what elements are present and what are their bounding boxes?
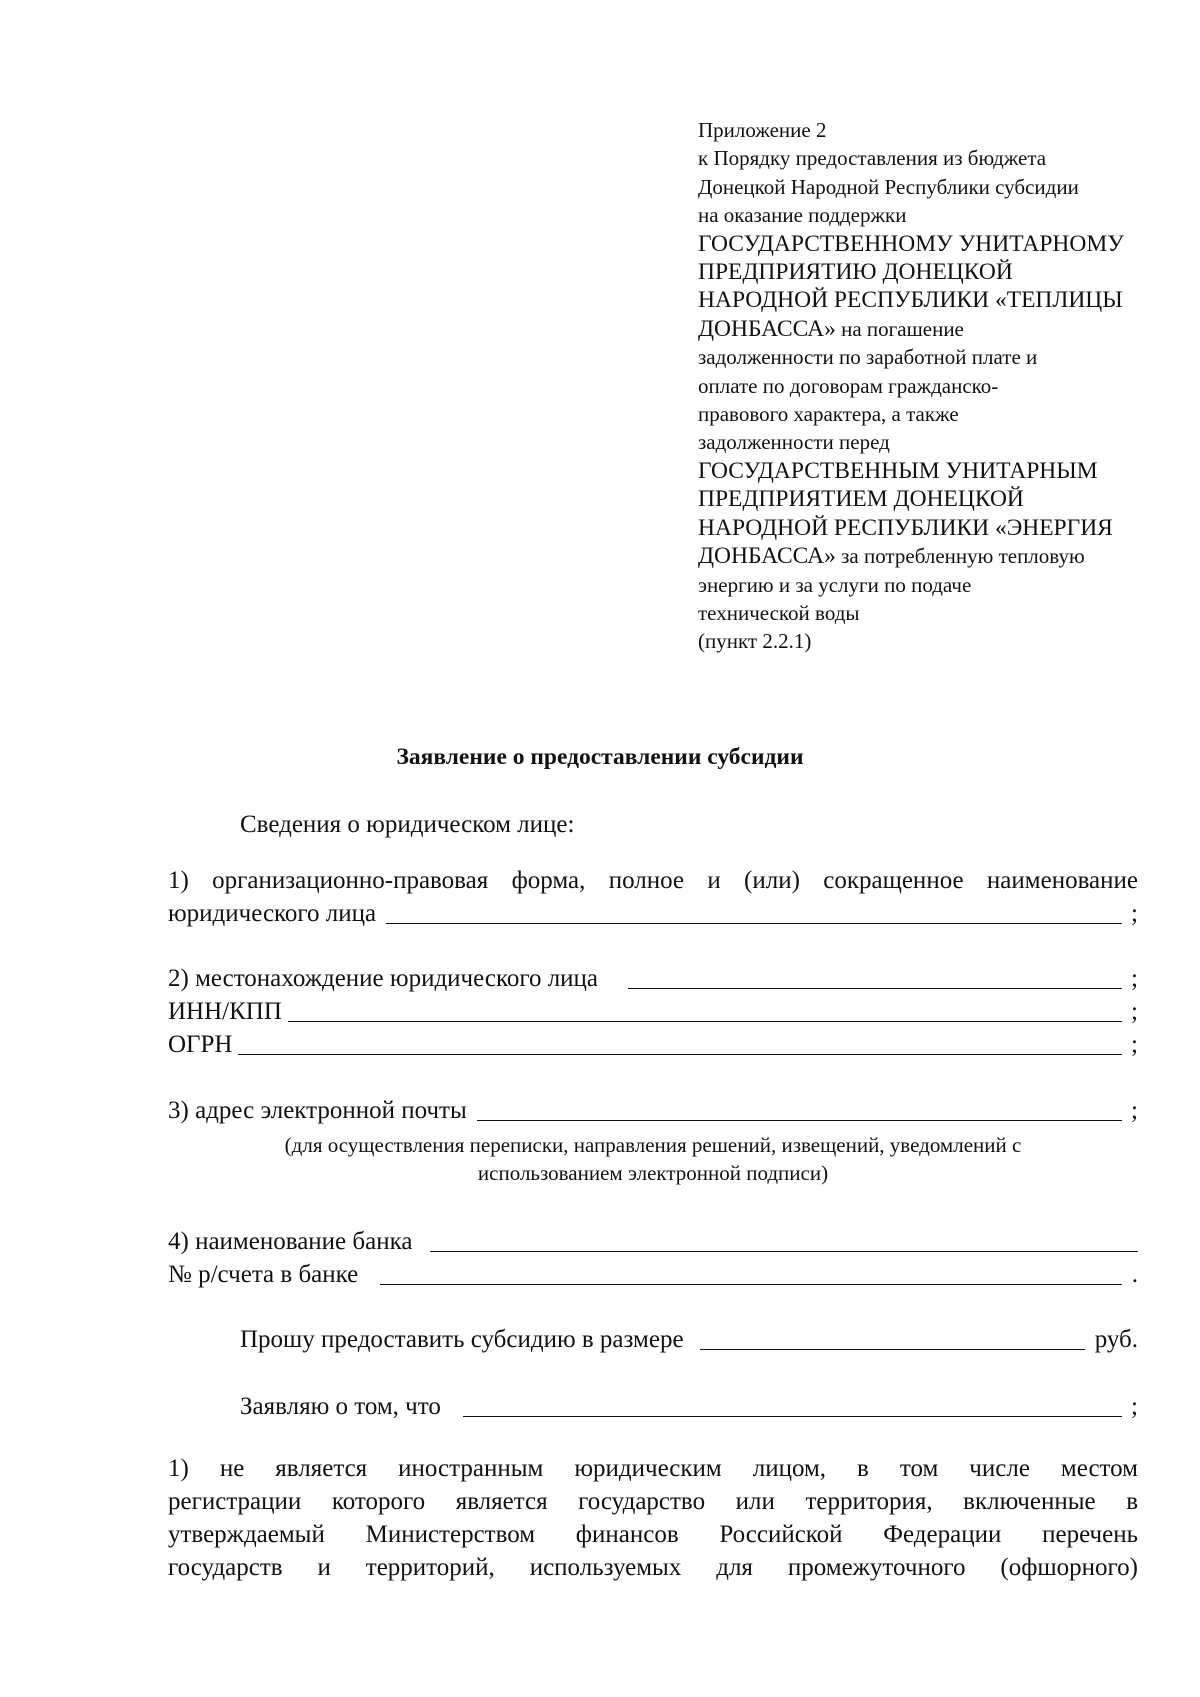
clause1-line3: утверждаемый Министерством финансов Российской Федерации перечень xyxy=(168,1521,1138,1548)
item4-account-row xyxy=(168,1258,1138,1291)
request-row xyxy=(240,1323,1138,1356)
declaration-field[interactable] xyxy=(463,1390,1122,1417)
annex-line: (пункт 2.2.1) xyxy=(698,629,812,654)
bank-name-field[interactable] xyxy=(430,1225,1138,1252)
declare-label: Заявляю о том, что xyxy=(240,1393,441,1420)
annex-line: Приложение 2 xyxy=(698,118,827,142)
annex-line: ПРЕДПРИЯТИЮ ДОНЕЦКОЙ xyxy=(698,259,1013,286)
email-end: ; xyxy=(1131,1097,1138,1124)
item1-label: юридического лица xyxy=(168,900,377,927)
annex-line: ПРЕДПРИЯТИЕМ ДОНЕЦКОЙ xyxy=(698,486,1024,513)
item1-end: ; xyxy=(1131,900,1138,927)
annex-line: оплате по договорам гражданско- xyxy=(698,373,999,398)
currency-unit: руб. xyxy=(1094,1326,1138,1353)
annex-text: на погашение xyxy=(835,316,964,341)
annex-line: ГОСУДАРСТВЕННЫМ УНИТАРНЫМ xyxy=(698,457,1098,484)
annex-org-name: ДОНБАССА» xyxy=(698,315,836,342)
account-end: . xyxy=(1131,1261,1138,1288)
item1-row xyxy=(168,897,1138,930)
clause1-line4: государств и территорий, используемых для промежуточного (офшорного) xyxy=(168,1554,1138,1581)
info-heading: Сведения о юридическом лице: xyxy=(240,811,575,838)
email-note-line1: (для осуществления переписки, направления решений, извещений, уведомлений с xyxy=(284,1133,1022,1157)
bank-label: 4) наименование банка xyxy=(168,1228,413,1255)
location-field[interactable] xyxy=(628,962,1122,989)
location-label: 2) местонахождение юридического лица xyxy=(168,965,599,992)
annex-org-name: ДОНБАССА» xyxy=(698,543,836,570)
annex-header xyxy=(698,116,1168,656)
annex-line: задолженности по заработной плате и xyxy=(698,345,1038,370)
item2-ogrn-row xyxy=(168,1028,1138,1061)
item2-location-row xyxy=(168,962,1138,995)
legal-entity-name-field[interactable] xyxy=(386,897,1122,924)
annex-line: энергию и за услуги по подаче xyxy=(698,572,972,597)
annex-line: правового характера, а также xyxy=(698,402,959,427)
annex-line: задолженности перед xyxy=(698,430,890,455)
item2-inn-row xyxy=(168,995,1138,1028)
inn-end: ; xyxy=(1131,998,1138,1025)
declare-row xyxy=(240,1390,1138,1423)
annex-line: технической воды xyxy=(698,600,860,625)
item1-line1: 1) организационно-правовая форма, полное и (или) сокращенное наименование xyxy=(168,867,1138,894)
annex-line xyxy=(698,315,1168,343)
email-note-line2: использованием электронной подписи) xyxy=(477,1161,829,1185)
account-number-field[interactable] xyxy=(380,1258,1122,1285)
inn-label: ИНН/КПП xyxy=(168,998,282,1025)
annex-text: за потребленную тепловую xyxy=(835,544,1085,569)
email-label: 3) адрес электронной почты xyxy=(168,1097,467,1124)
ogrn-end: ; xyxy=(1131,1031,1138,1058)
request-label: Прошу предоставить субсидию в размере xyxy=(240,1326,684,1353)
document-title: Заявление о предоставлении субсидии xyxy=(396,744,804,770)
item4-bank-row xyxy=(168,1225,1138,1258)
clause1-line1: 1) не является иностранным юридическим лицом, в том числе местом xyxy=(168,1455,1138,1482)
email-field[interactable] xyxy=(477,1094,1122,1121)
annex-line: к Порядку предоставления из бюджета xyxy=(698,146,1047,171)
item3-email-row xyxy=(168,1094,1138,1127)
location-end: ; xyxy=(1131,965,1138,992)
ogrn-label: ОГРН xyxy=(168,1031,233,1058)
annex-line: ГОСУДАРСТВЕННОМУ УНИТАРНОМУ xyxy=(698,230,1124,257)
account-label: № р/счета в банке xyxy=(168,1261,359,1288)
subsidy-amount-field[interactable] xyxy=(700,1323,1085,1350)
annex-line xyxy=(698,542,1168,570)
inn-kpp-field[interactable] xyxy=(288,995,1122,1022)
ogrn-field[interactable] xyxy=(238,1028,1122,1055)
annex-line: НАРОДНОЙ РЕСПУБЛИКИ «ЭНЕРГИЯ xyxy=(698,514,1113,541)
annex-line: на оказание поддержки xyxy=(698,203,907,228)
clause1-line2: регистрации которого является государство или территория, включенные в xyxy=(168,1488,1138,1515)
annex-line: НАРОДНОЙ РЕСПУБЛИКИ «ТЕПЛИЦЫ xyxy=(698,287,1123,314)
declare-end: ; xyxy=(1131,1393,1138,1420)
annex-line: Донецкой Народной Республики субсидии xyxy=(698,174,1079,199)
